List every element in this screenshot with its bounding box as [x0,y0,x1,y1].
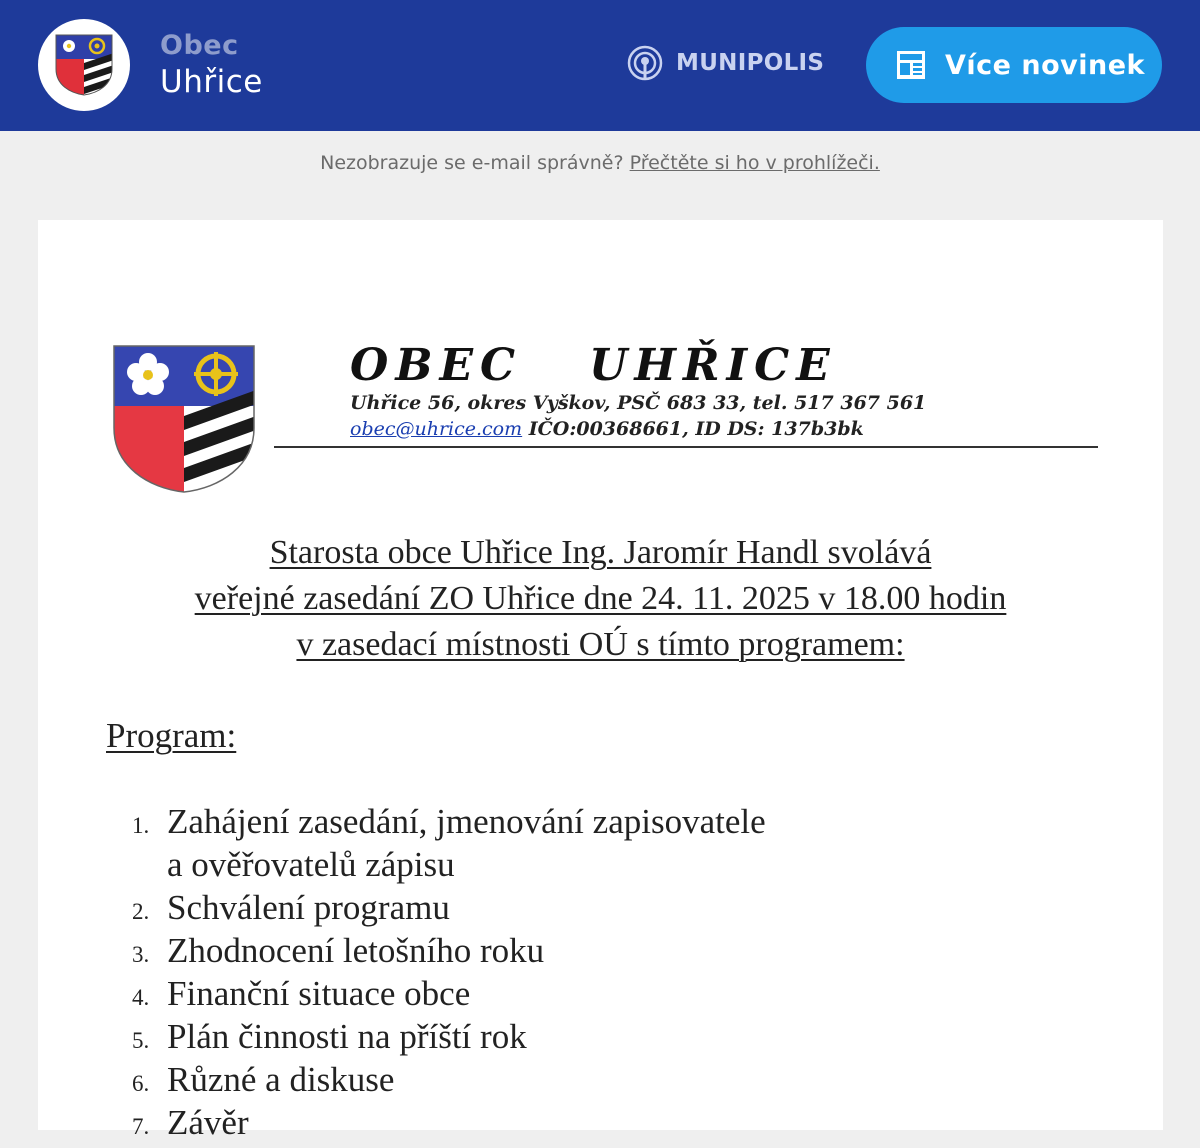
agenda-number: 4. [132,985,150,1010]
headline-line: v zasedací místnosti OÚ s tímto programem: [296,626,905,663]
coat-of-arms-icon [54,33,114,97]
agenda-number: 6. [132,1071,150,1096]
agenda-text: Plán činnosti na příští rok [167,1017,527,1056]
view-in-browser-link[interactable]: Přečtěte si ho v prohlížeči. [629,152,880,174]
announcement-document [38,220,1163,1142]
letterhead-divider [274,446,1098,448]
agenda-item [132,929,1032,972]
document-contact [350,418,864,440]
agenda-item [132,886,1032,929]
agenda-list [132,800,1032,1144]
headline-line: veřejné zasedání ZO Uhřice dne 24. 11. 2025 v 18.00 hodin [194,580,1007,617]
agenda-text: Závěr [167,1103,249,1142]
document-title: OBEC UHŘICE [350,340,837,391]
document-ids: IČO:00368661, ID DS: 137b3bk [528,418,864,440]
agenda-item [132,1101,1032,1144]
newspaper-icon [895,49,927,81]
header-bar [0,0,1200,131]
municipality-logo[interactable] [38,19,130,111]
agenda-number: 2. [132,899,150,924]
agenda-text: Zhodnocení letošního roku [167,931,545,970]
agenda-text: Finanční situace obce [167,974,471,1013]
document-email-link[interactable]: obec@uhrice.com [350,418,523,440]
munipolis-logo[interactable] [626,44,824,82]
agenda-number: 3. [132,942,150,967]
meeting-announcement [38,530,1163,668]
brand-title-small: Obec [160,30,239,61]
browser-view-notice [0,152,1200,174]
program-heading: Program: [106,716,237,755]
brand-title-large: Uhřice [160,64,263,100]
coat-of-arms-icon [112,344,256,494]
document-address: Uhřice 56, okres Vyškov, PSČ 683 33, tel. 517 367 561 [350,392,927,414]
agenda-item [132,800,1032,886]
agenda-text: a ověřovatelů zápisu [167,845,455,884]
agenda-item [132,972,1032,1015]
agenda-text: Různé a diskuse [167,1060,395,1099]
agenda-number: 5. [132,1028,150,1053]
more-news-button[interactable] [866,27,1162,103]
headline-line: Starosta obce Uhřice Ing. Jaromír Handl svolává [269,534,932,571]
agenda-text: Zahájení zasedání, jmenování zapisovatele [167,802,766,841]
munipolis-label: MUNIPOLIS [676,50,825,76]
agenda-item [132,1015,1032,1058]
broadcast-icon [626,44,664,82]
agenda-number: 1. [132,813,150,838]
agenda-text: Schválení programu [167,888,450,927]
agenda-number: 7. [132,1114,150,1139]
agenda-item [132,1058,1032,1101]
more-news-label: Více novinek [945,49,1145,81]
notice-text: Nezobrazuje se e-mail správně? [320,152,624,174]
